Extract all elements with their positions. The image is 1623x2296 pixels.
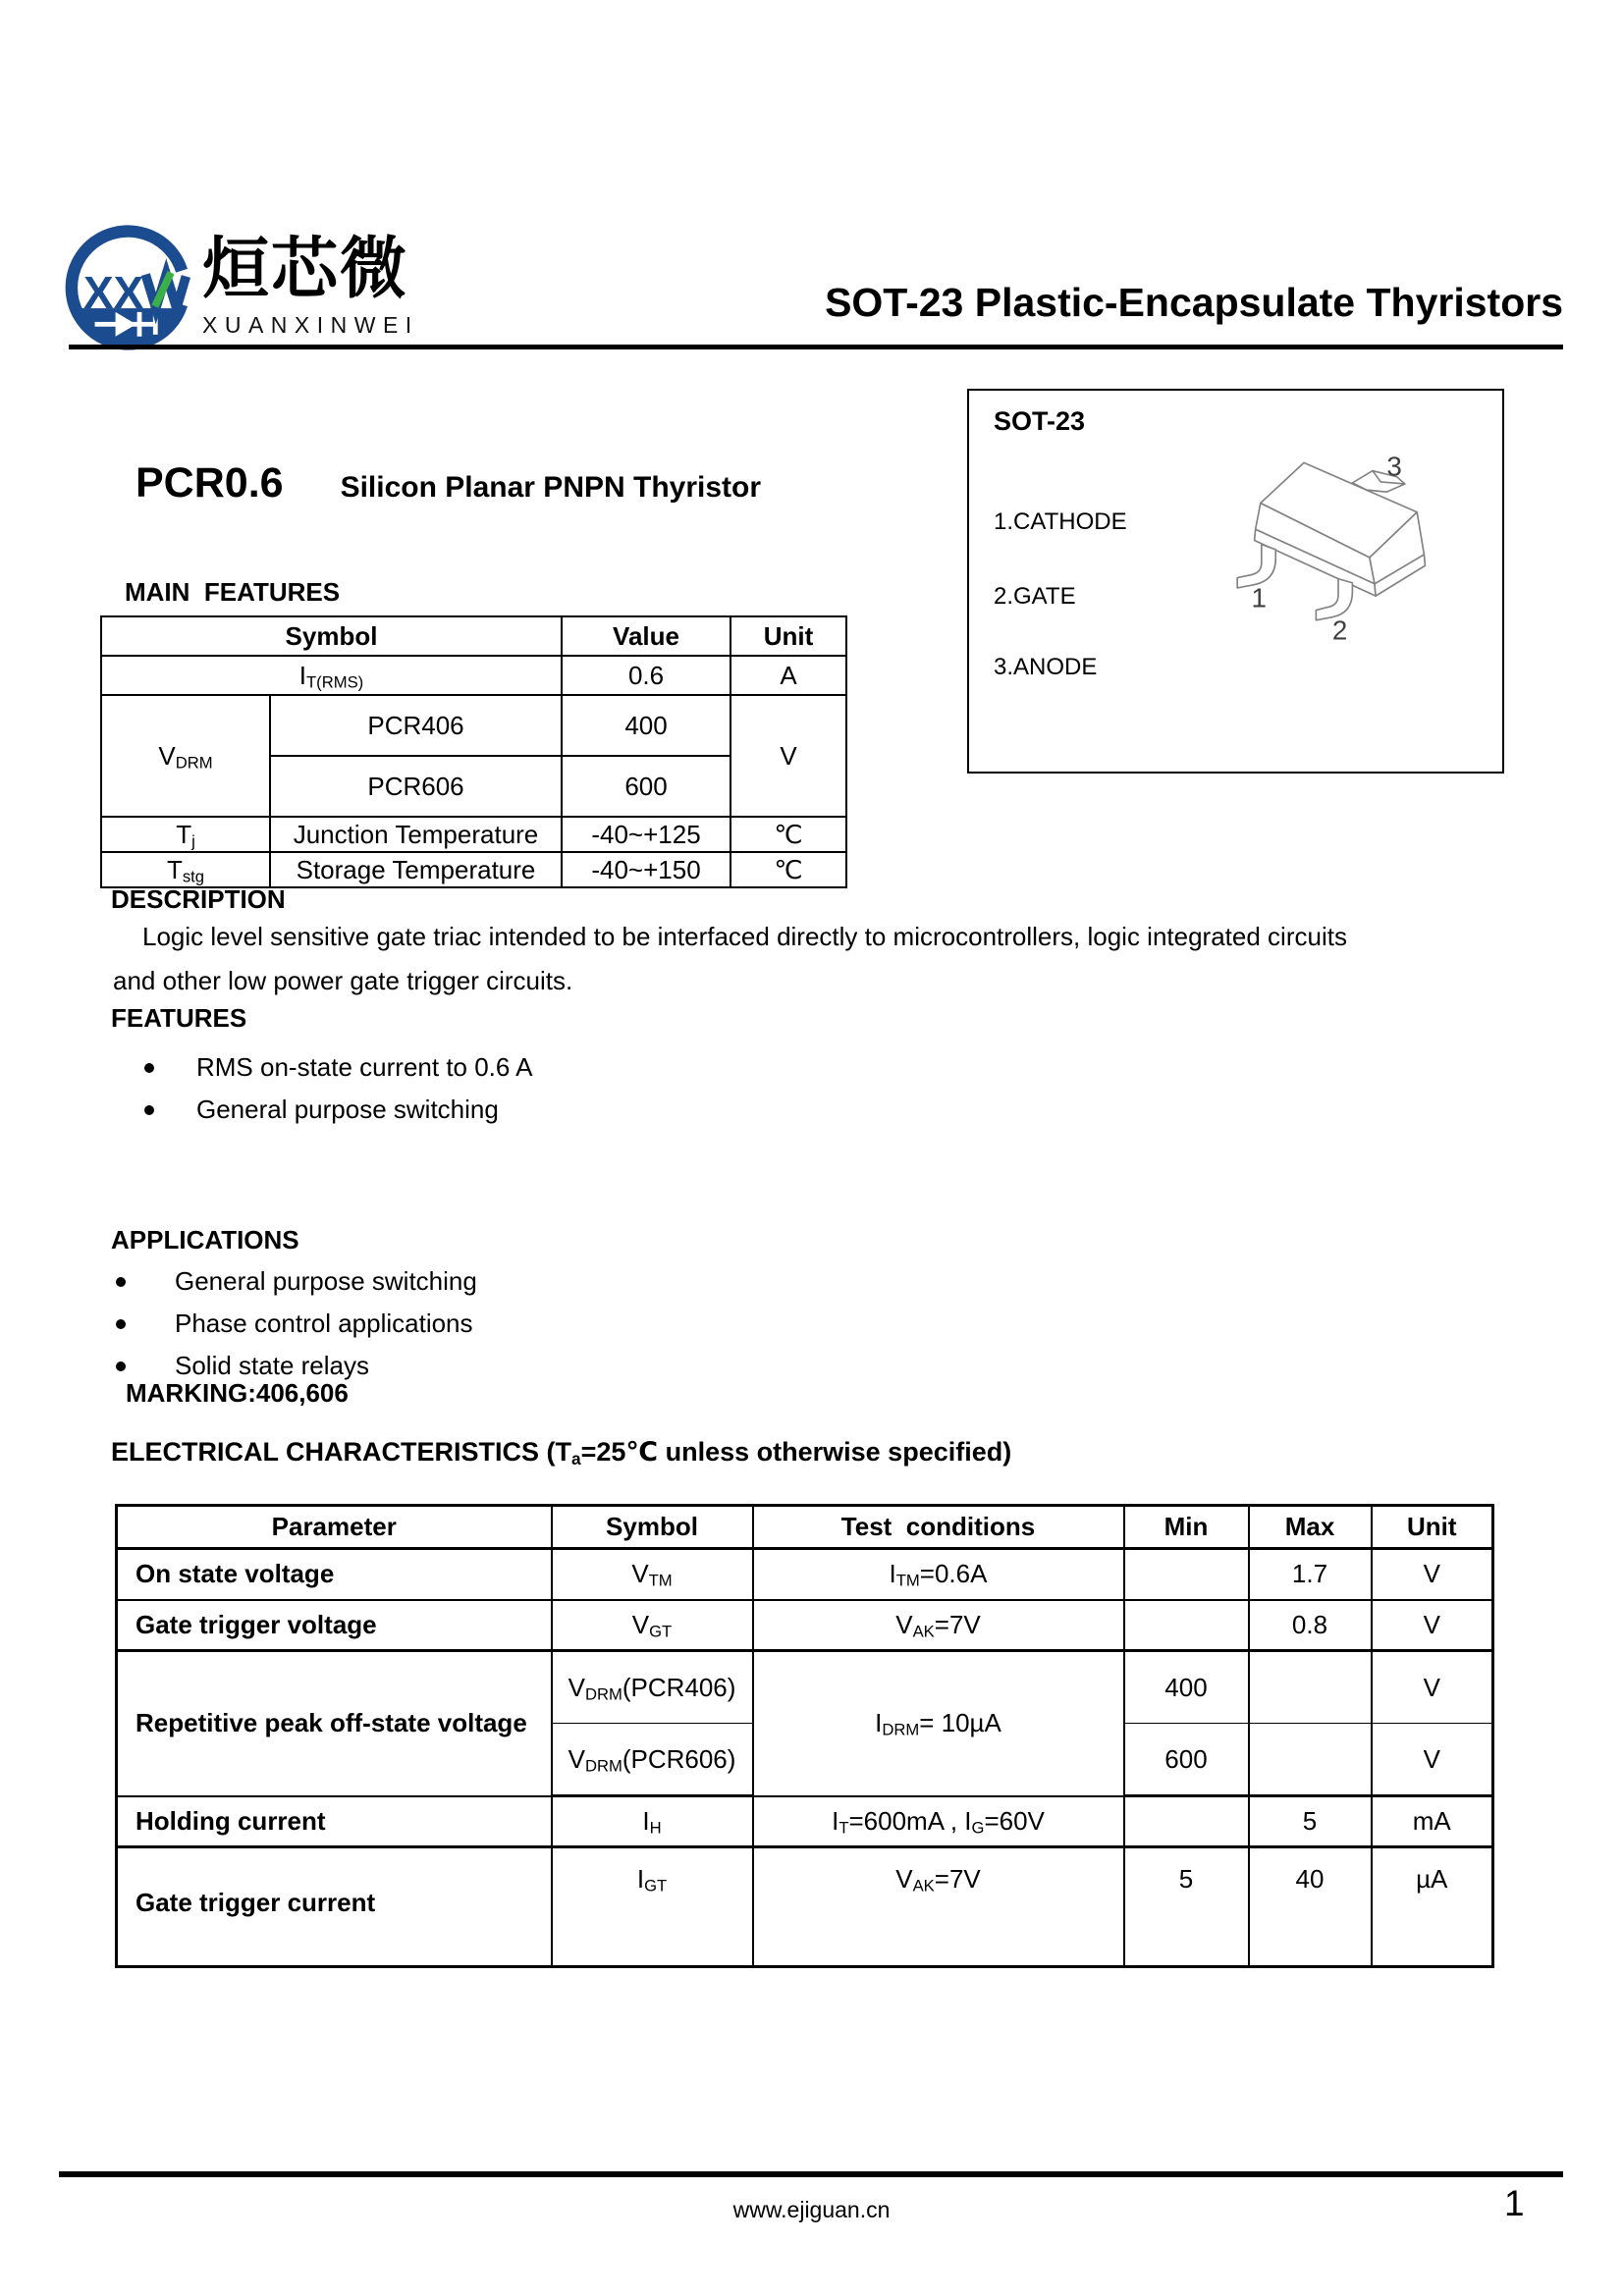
cell-label: Junction Temperature: [270, 817, 562, 852]
list-item: [116, 1303, 477, 1345]
pin3-number: 3: [1386, 451, 1402, 482]
cell-max: 1.7: [1249, 1549, 1372, 1600]
test-post: =7V: [934, 1864, 981, 1894]
main-features-heading: MAIN FEATURES: [125, 577, 341, 607]
test-sub: DRM: [882, 1720, 920, 1739]
cell-test-conditions: [753, 1796, 1124, 1847]
table-row: [101, 817, 846, 852]
package-outline-box: [967, 389, 1504, 774]
electrical-heading-post: =25℃ unless otherwise specified): [580, 1437, 1012, 1467]
list-item-text: RMS on-state current to 0.6 A: [196, 1052, 533, 1082]
logo-romanized-name: XUANXINWEI: [202, 311, 419, 338]
pin1-number: 1: [1251, 582, 1267, 614]
symbol-base: V: [568, 1672, 585, 1702]
symbol-sub: GT: [644, 1876, 668, 1896]
cell-min: [1124, 1549, 1249, 1600]
cell-symbol: [101, 817, 270, 852]
table-row: [117, 1796, 1493, 1847]
cell-unit: V: [730, 695, 846, 817]
cell-unit: V: [1372, 1600, 1493, 1651]
symbol-sub: stg: [182, 867, 205, 886]
cell-symbol: [552, 1651, 753, 1724]
xxw-logo-icon: [63, 222, 194, 353]
table-row: [117, 1600, 1493, 1651]
col-header-test-conditions: Test conditions: [753, 1506, 1124, 1549]
logo-chinese-name: 烜芯微: [202, 232, 409, 306]
test-sub1: T: [839, 1818, 849, 1838]
cell-value: 0.6: [562, 656, 730, 695]
col-header-symbol: Symbol: [101, 616, 562, 656]
symbol-base: I: [636, 1864, 645, 1894]
cell-symbol: [552, 1847, 753, 1967]
cell-unit: V: [1372, 1651, 1493, 1724]
cell-max: [1249, 1724, 1372, 1796]
page-number: 1: [1504, 2183, 1525, 2223]
table-row: [117, 1549, 1493, 1600]
col-header-max: Max: [1249, 1506, 1372, 1549]
company-logo: [63, 222, 419, 353]
test-sub: AK: [912, 1622, 935, 1641]
cell-symbol: [552, 1796, 753, 1847]
logo-text: [202, 230, 419, 339]
cell-max: 5: [1249, 1796, 1372, 1847]
cell-parameter: On state voltage: [117, 1549, 552, 1600]
symbol-base: V: [631, 1609, 650, 1639]
cell-max: [1249, 1651, 1372, 1724]
bullet-icon: [116, 1319, 126, 1329]
list-item-text: Solid state relays: [175, 1351, 369, 1380]
symbol-base: V: [631, 1559, 649, 1589]
cell-value: -40~+125: [562, 817, 730, 852]
cell-test-conditions: [753, 1549, 1124, 1600]
header-divider: [69, 345, 1563, 349]
symbol-base: I: [298, 660, 307, 690]
document-title: SOT-23 Plastic-Encapsulate Thyristors: [825, 280, 1563, 325]
package-name: SOT-23: [994, 406, 1086, 436]
cell-symbol: [552, 1600, 753, 1651]
cell-value: 400: [562, 695, 730, 756]
cell-min: [1124, 1600, 1249, 1651]
list-item: [116, 1260, 477, 1303]
cell-unit: mA: [1372, 1796, 1493, 1847]
cell-test-conditions: [753, 1600, 1124, 1651]
cell-label: Storage Temperature: [270, 852, 562, 887]
test-base: V: [895, 1864, 913, 1894]
cell-symbol: [101, 852, 270, 887]
col-header-parameter: Parameter: [117, 1506, 552, 1549]
col-header-min: Min: [1124, 1506, 1249, 1549]
cell-test-conditions: [753, 1847, 1124, 1967]
cell-min: [1124, 1796, 1249, 1847]
features-heading: FEATURES: [111, 1003, 247, 1033]
list-item-text: Phase control applications: [175, 1308, 473, 1338]
cell-model: PCR406: [270, 695, 562, 756]
electrical-heading-pre: ELECTRICAL CHARACTERISTICS (T: [111, 1437, 571, 1467]
bullet-icon: [116, 1277, 126, 1287]
table-row: [117, 1847, 1493, 1967]
symbol-sub: DRM: [175, 753, 213, 773]
test-sub: TM: [895, 1571, 920, 1590]
col-header-unit: Unit: [730, 616, 846, 656]
logo-monogram: XX: [83, 267, 144, 319]
pin2-number: 2: [1331, 614, 1348, 646]
cell-unit: µA: [1372, 1847, 1493, 1967]
applications-list: [116, 1260, 477, 1387]
part-subtitle: Silicon Planar PNPN Thyristor: [340, 471, 762, 504]
cell-symbol: [552, 1549, 753, 1600]
symbol-base: T: [176, 819, 192, 849]
electrical-characteristics-table: [115, 1504, 1494, 1968]
table-row: [101, 656, 846, 695]
cell-max: 0.8: [1249, 1600, 1372, 1651]
symbol-sub: DRM: [584, 1756, 622, 1776]
symbol-sub: T(RMS): [306, 672, 364, 692]
col-header-value: Value: [562, 616, 730, 656]
test-sub: AK: [912, 1876, 935, 1896]
bullet-icon: [144, 1063, 154, 1073]
symbol-sub: DRM: [584, 1684, 622, 1704]
symbol-sub: TM: [648, 1571, 673, 1590]
cell-unit: A: [730, 656, 846, 695]
test-part2: =600mA , I: [848, 1805, 972, 1836]
applications-heading: APPLICATIONS: [111, 1225, 299, 1255]
cell-symbol: [101, 695, 270, 817]
description-heading: DESCRIPTION: [111, 884, 286, 914]
symbol-base: V: [158, 740, 176, 771]
bullet-icon: [144, 1105, 154, 1115]
cell-parameter: Gate trigger current: [117, 1847, 552, 1967]
test-base: I: [875, 1708, 883, 1738]
cell-value: 600: [562, 756, 730, 817]
cell-min: 5: [1124, 1847, 1249, 1967]
product-title: [135, 459, 761, 507]
cell-model: PCR606: [270, 756, 562, 817]
table-row: [117, 1506, 1493, 1549]
symbol-sub: GT: [649, 1622, 673, 1641]
cell-unit: V: [1372, 1549, 1493, 1600]
symbol-sub: j: [191, 831, 195, 851]
cell-symbol: [552, 1724, 753, 1796]
cell-parameter: Gate trigger voltage: [117, 1600, 552, 1651]
pin2-label: 2.GATE: [994, 583, 1076, 610]
cell-test-conditions: [753, 1651, 1124, 1796]
footer-divider: [59, 2171, 1563, 2177]
col-header-symbol: Symbol: [552, 1506, 753, 1549]
test-base: V: [895, 1609, 913, 1639]
footer-website: www.ejiguan.cn: [732, 2197, 891, 2222]
list-item-text: General purpose switching: [175, 1266, 477, 1296]
part-number: PCR0.6: [135, 459, 284, 507]
cell-parameter: Repetitive peak off-state voltage: [117, 1651, 552, 1796]
electrical-heading: [111, 1437, 1011, 1468]
list-item-text: General purpose switching: [196, 1095, 499, 1124]
symbol-post: (PCR406): [622, 1672, 736, 1702]
test-sub2: G: [971, 1818, 985, 1838]
cell-parameter: Holding current: [117, 1796, 552, 1847]
features-list: [144, 1046, 533, 1131]
test-part1: I: [832, 1805, 839, 1836]
cell-unit: ℃: [730, 852, 846, 887]
list-item: [144, 1046, 533, 1089]
main-features-table: [100, 615, 847, 888]
marking-heading: MARKING:406,606: [126, 1378, 349, 1408]
test-post: = 10µA: [919, 1708, 1001, 1738]
col-header-unit: Unit: [1372, 1506, 1493, 1549]
cell-symbol: [101, 656, 562, 695]
test-post: =0.6A: [919, 1559, 988, 1589]
cell-max: 40: [1249, 1847, 1372, 1967]
cell-min: 400: [1124, 1651, 1249, 1724]
table-row: [101, 695, 846, 756]
table-row: [101, 852, 846, 887]
cell-unit: V: [1372, 1724, 1493, 1796]
sot23-package-drawing: [1126, 424, 1480, 689]
cell-value: -40~+150: [562, 852, 730, 887]
table-row: [101, 616, 846, 656]
pin3-label: 3.ANODE: [994, 654, 1098, 680]
electrical-heading-sub: a: [571, 1448, 581, 1468]
list-item: [144, 1089, 533, 1131]
cell-min: 600: [1124, 1724, 1249, 1796]
cell-unit: ℃: [730, 817, 846, 852]
symbol-sub: H: [649, 1818, 662, 1838]
table-row: [117, 1651, 1493, 1724]
description-line1: Logic level sensitive gate triac intended to be interfaced directly to microcontrollers, logic integrated circuits: [142, 922, 1347, 951]
test-base: I: [889, 1559, 896, 1589]
test-post: =7V: [934, 1609, 981, 1639]
pin1-label: 1.CATHODE: [994, 508, 1127, 535]
test-part3: =60V: [984, 1805, 1045, 1836]
description-line2: and other low power gate trigger circuits.: [113, 966, 573, 995]
symbol-base: I: [642, 1806, 650, 1836]
symbol-base: T: [166, 854, 183, 884]
symbol-post: (PCR606): [622, 1743, 736, 1774]
symbol-base: V: [568, 1743, 585, 1774]
bullet-icon: [116, 1362, 126, 1371]
